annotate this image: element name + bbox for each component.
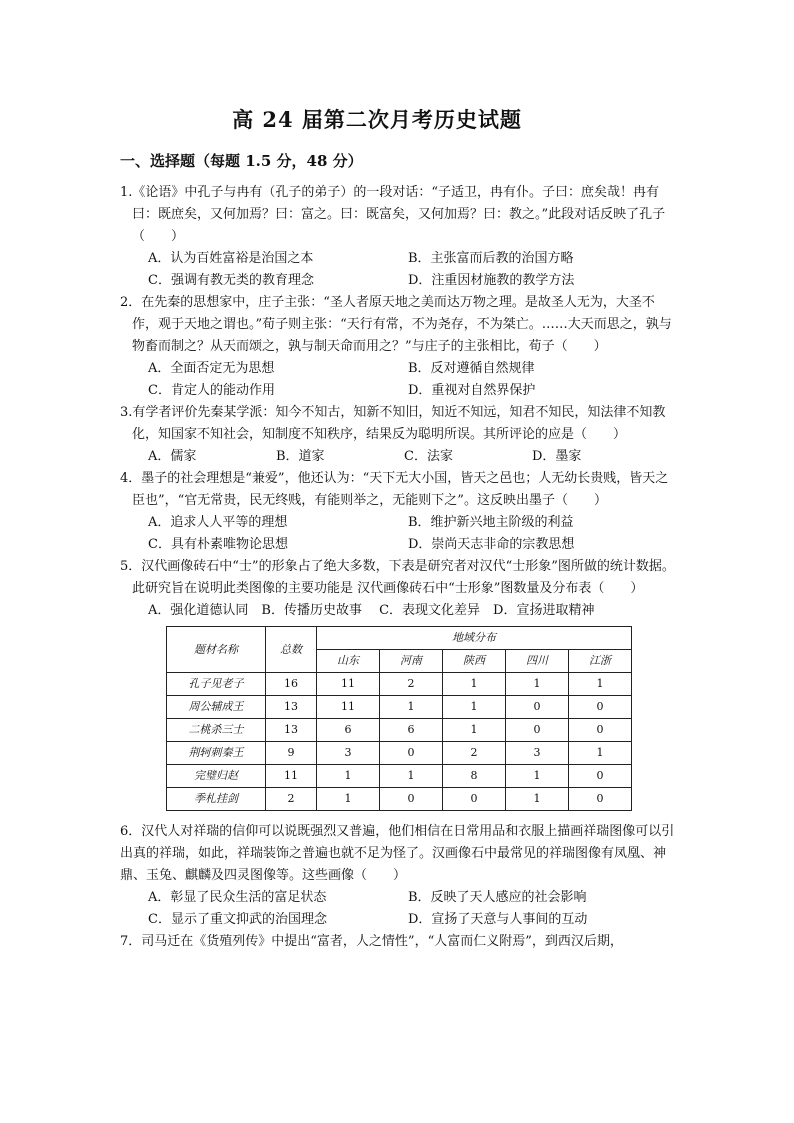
question-5	[120, 556, 680, 811]
cell-name: 季札挂剑	[167, 788, 266, 811]
cell-value: 11	[317, 696, 380, 719]
table-row	[167, 765, 632, 788]
table-row	[167, 696, 632, 719]
cell-value: 8	[443, 765, 506, 788]
options	[120, 887, 680, 931]
cell-value: 1	[443, 696, 506, 719]
cell-total: 9	[266, 742, 317, 765]
question-4	[120, 468, 680, 556]
table-row	[167, 742, 632, 765]
cell-value: 1	[317, 788, 380, 811]
region-header: 江浙	[569, 650, 632, 673]
cell-value: 0	[506, 696, 569, 719]
cell-value: 1	[506, 673, 569, 696]
region-header: 四川	[506, 650, 569, 673]
cell-value: 2	[443, 742, 506, 765]
table-row	[167, 673, 632, 696]
option-a: A．儒家	[148, 449, 197, 464]
options	[120, 512, 680, 556]
option-c: C．法家	[404, 449, 453, 464]
cell-total: 13	[266, 719, 317, 742]
cell-value: 1	[506, 788, 569, 811]
options	[120, 358, 680, 402]
option-b: B．主张富而后教的治国方略	[408, 251, 574, 266]
section-heading: 一、选择题（每题 1.5 分，48 分）	[120, 152, 363, 170]
questions-area	[120, 182, 680, 953]
statistics-table	[166, 626, 632, 811]
cell-value: 1	[443, 719, 506, 742]
header-region: 地域分布	[317, 627, 632, 650]
table-row	[167, 719, 632, 742]
region-header: 河南	[380, 650, 443, 673]
options: A．强化道德认同 B．传播历史故事 C．表现文化差异 D．宣扬进取精神	[148, 603, 595, 618]
question-stem: 4．墨子的社会理想是“兼爱”，他还认为：“天下无大小国，皆天之邑也；人无幼长贵贱，皆天之臣也”，“官无常贵，民无终贱，有能则举之，无能则下之”。这反映出墨子（ ）	[120, 471, 669, 508]
question-6	[120, 821, 680, 931]
option-d: D．宣扬了天意与人事间的互动	[408, 912, 588, 927]
cell-value: 3	[317, 742, 380, 765]
cell-value: 2	[380, 673, 443, 696]
cell-value: 0	[380, 788, 443, 811]
option-a: A．认为百姓富裕是治国之本	[148, 251, 314, 266]
cell-value: 0	[506, 719, 569, 742]
table-header-row	[167, 627, 632, 650]
cell-value: 1	[443, 673, 506, 696]
option-d: D．墨家	[532, 449, 582, 464]
option-a: A．彰显了民众生活的富足状态	[148, 890, 327, 905]
cell-value: 0	[569, 719, 632, 742]
cell-value: 6	[380, 719, 443, 742]
cell-value: 1	[380, 696, 443, 719]
question-3	[120, 402, 680, 468]
option-c: C．肯定人的能动作用	[148, 383, 275, 398]
cell-total: 13	[266, 696, 317, 719]
cell-name: 孔子见老子	[167, 673, 266, 696]
cell-value: 0	[569, 788, 632, 811]
cell-value: 1	[506, 765, 569, 788]
option-b: B．反映了天人感应的社会影响	[408, 890, 587, 905]
question-1	[120, 182, 680, 292]
question-stem: 3.有学者评价先秦某学派：知今不知古，知新不知旧，知近不知远，知君不知民，知法律不知教化，知国家不知社会，知制度不知秩序，结果反为聪明所误。其所评论的应是（ ）	[120, 405, 666, 442]
option-a: A．追求人人平等的理想	[148, 515, 288, 530]
option-c: C．显示了重文抑武的治国理念	[148, 912, 327, 927]
option-d: D．注重因材施教的教学方法	[408, 273, 575, 288]
cell-value: 0	[443, 788, 506, 811]
region-header: 山东	[317, 650, 380, 673]
cell-value: 6	[317, 719, 380, 742]
option-b: B．道家	[276, 449, 325, 464]
cell-name: 二桃杀三士	[167, 719, 266, 742]
cell-name: 完璧归赵	[167, 765, 266, 788]
cell-name: 荆轲刺秦王	[167, 742, 266, 765]
cell-value: 1	[569, 742, 632, 765]
region-header: 陕西	[443, 650, 506, 673]
header-total: 总数	[266, 627, 317, 673]
option-b: B．反对遵循自然规律	[408, 361, 535, 376]
cell-value: 0	[569, 696, 632, 719]
cell-value: 1	[380, 765, 443, 788]
question-stem: 7．司马迁在《货殖列传》中提出“富者，人之情性”，“人富而仁义附焉”，到西汉后期，	[120, 934, 623, 949]
question-stem: 1.《论语》中孔子与冉有（孔子的弟子）的一段对话：“子适卫，冉有仆。子曰：庶矣哉！冉有曰：既庶矣，又何加焉？曰：富之。曰：既富矣，又何加焉？曰：教之。”此段对话反映了孔子（ ）	[120, 185, 666, 244]
question-stem: 6．汉代人对祥瑞的信仰可以说既强烈又普遍，他们相信在日常用品和衣服上描画祥瑞图像可以引出真的祥瑞，如此，祥瑞装饰之普遍也就不足为怪了。汉画像石中最常见的祥瑞图像有凤凰、神鼎、玉兔、麒麟及四灵图像等。这些画像（ ）	[120, 824, 675, 883]
cell-total: 2	[266, 788, 317, 811]
cell-value: 1	[569, 673, 632, 696]
option-b: B．维护新兴地主阶级的利益	[408, 515, 574, 530]
question-stem: 5．汉代画像砖石中“士”的形象占了绝大多数，下表是研究者对汉代“士形象”图所做的统计数据。此研究旨在说明此类图像的主要功能是 汉代画像砖石中“士形象”图数量及分布表（ ）	[120, 559, 675, 596]
cell-value: 3	[506, 742, 569, 765]
question-stem: 2．在先秦的思想家中，庄子主张：“圣人者原天地之美而达万物之理。是故圣人无为，大圣不作，观于天地之谓也。”荀子则主张：“天行有常，不为尧存，不为桀亡。……大天而思之，孰与物畜而制之？从天而颂之，孰与制天命而用之？”与庄子的主张相比，荀子（ ）	[120, 295, 672, 354]
cell-value: 0	[380, 742, 443, 765]
cell-value: 11	[317, 673, 380, 696]
option-d: D．重视对自然界保护	[408, 383, 536, 398]
header-name: 题材名称	[167, 627, 266, 673]
option-c: C．具有朴素唯物论思想	[148, 537, 288, 552]
page-title: 高 24 届第二次月考历史试题	[232, 107, 522, 132]
options	[120, 446, 680, 468]
cell-value: 0	[569, 765, 632, 788]
question-2	[120, 292, 680, 402]
cell-name: 周公辅成王	[167, 696, 266, 719]
option-c: C．强调有教无类的教育理念	[148, 273, 314, 288]
table-row	[167, 788, 632, 811]
cell-value: 1	[317, 765, 380, 788]
options	[120, 248, 680, 292]
question-7	[120, 931, 680, 953]
cell-total: 11	[266, 765, 317, 788]
option-a: A．全面否定无为思想	[148, 361, 275, 376]
cell-total: 16	[266, 673, 317, 696]
option-d: D．崇尚天志非命的宗教思想	[408, 537, 575, 552]
